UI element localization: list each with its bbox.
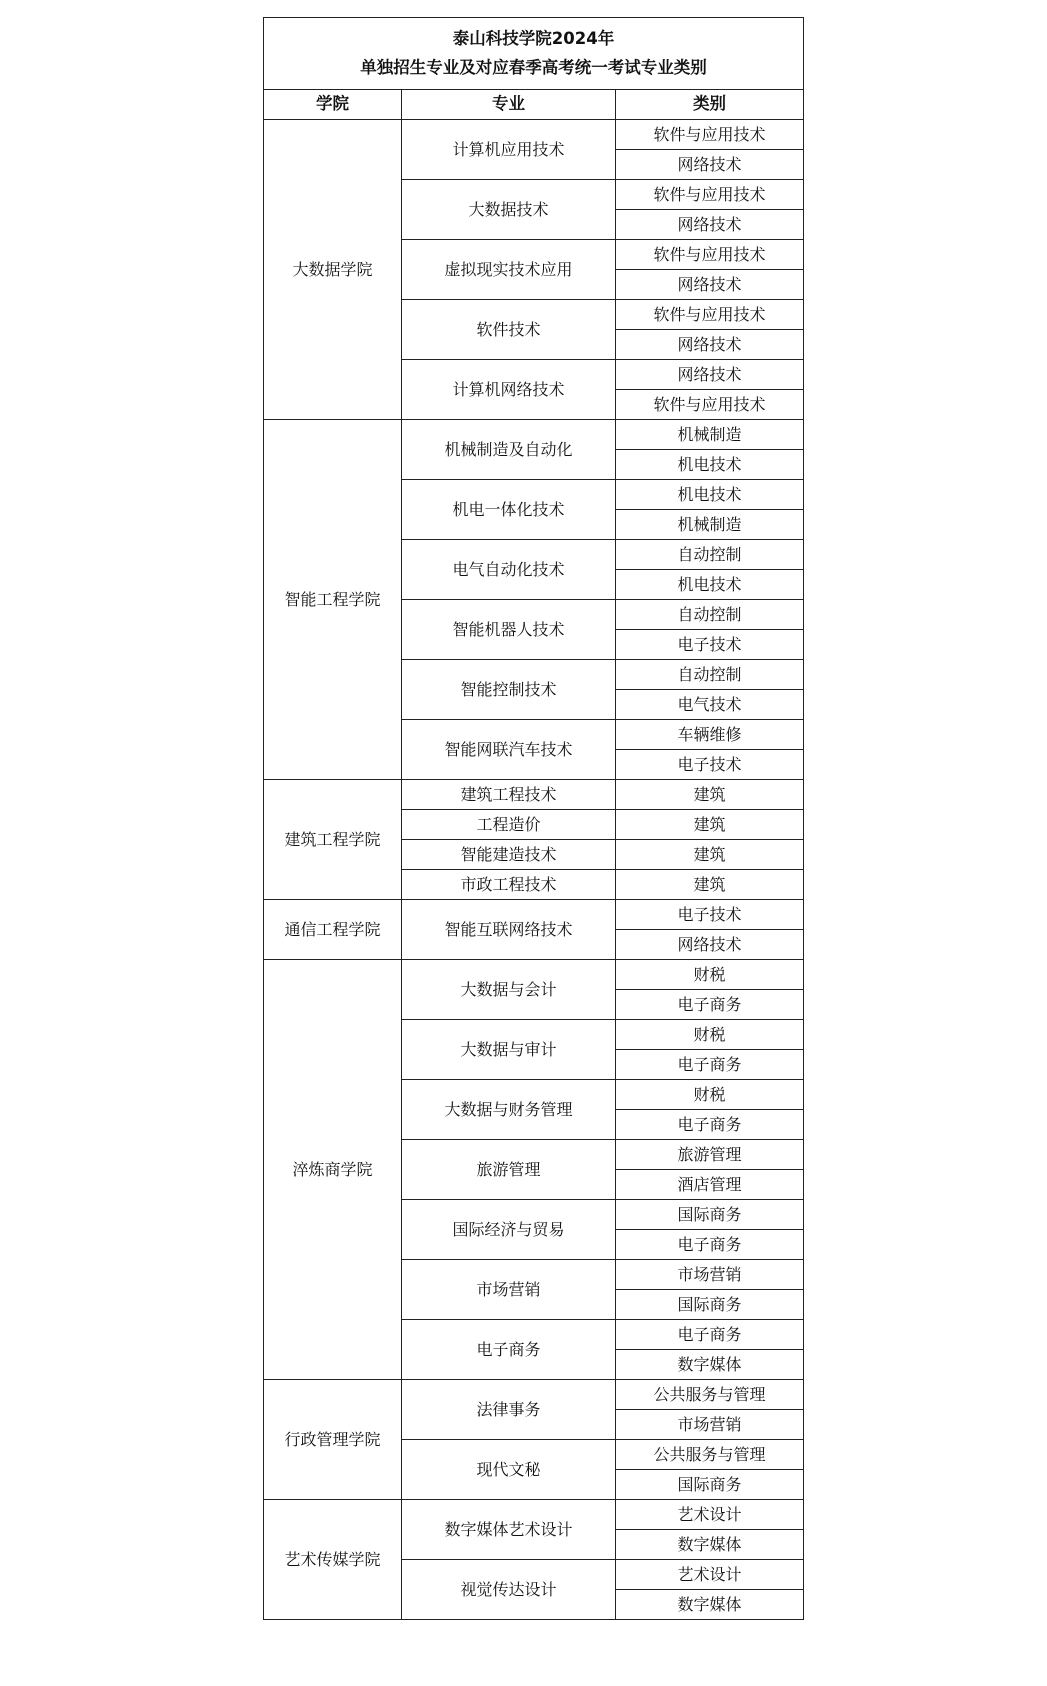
college-cell: 淬炼商学院 xyxy=(264,960,402,1380)
category-cell: 国际商务 xyxy=(616,1200,804,1230)
category-cell: 电子商务 xyxy=(616,990,804,1020)
category-cell: 车辆维修 xyxy=(616,720,804,750)
admission-table-sheet xyxy=(263,17,803,1620)
category-cell: 数字媒体 xyxy=(616,1350,804,1380)
category-cell: 旅游管理 xyxy=(616,1140,804,1170)
category-cell: 自动控制 xyxy=(616,660,804,690)
table-body xyxy=(264,120,804,1620)
major-cell: 机械制造及自动化 xyxy=(402,420,616,480)
title-line-2: 单独招生专业及对应春季高考统一考试专业类别 xyxy=(360,57,707,77)
table-row xyxy=(264,120,804,150)
category-cell: 市场营销 xyxy=(616,1410,804,1440)
category-cell: 软件与应用技术 xyxy=(616,180,804,210)
category-cell: 网络技术 xyxy=(616,150,804,180)
college-cell: 建筑工程学院 xyxy=(264,780,402,900)
category-cell: 财税 xyxy=(616,1020,804,1050)
college-cell: 艺术传媒学院 xyxy=(264,1500,402,1620)
admission-table xyxy=(263,17,804,1620)
major-cell: 智能建造技术 xyxy=(402,840,616,870)
major-cell: 大数据与会计 xyxy=(402,960,616,1020)
category-cell: 机电技术 xyxy=(616,480,804,510)
category-cell: 机械制造 xyxy=(616,420,804,450)
major-cell: 计算机应用技术 xyxy=(402,120,616,180)
category-cell: 电子商务 xyxy=(616,1110,804,1140)
table-row xyxy=(264,1500,804,1530)
major-cell: 智能机器人技术 xyxy=(402,600,616,660)
category-cell: 网络技术 xyxy=(616,930,804,960)
table-row xyxy=(264,780,804,810)
title-line-1: 泰山科技学院2024年 xyxy=(452,28,615,48)
category-cell: 网络技术 xyxy=(616,270,804,300)
category-cell: 自动控制 xyxy=(616,540,804,570)
category-cell: 公共服务与管理 xyxy=(616,1380,804,1410)
major-cell: 电气自动化技术 xyxy=(402,540,616,600)
category-cell: 财税 xyxy=(616,1080,804,1110)
category-cell: 数字媒体 xyxy=(616,1590,804,1620)
table-row xyxy=(264,1380,804,1410)
major-cell: 国际经济与贸易 xyxy=(402,1200,616,1260)
category-cell: 数字媒体 xyxy=(616,1530,804,1560)
category-cell: 网络技术 xyxy=(616,330,804,360)
category-cell: 酒店管理 xyxy=(616,1170,804,1200)
major-cell: 工程造价 xyxy=(402,810,616,840)
header-college: 学院 xyxy=(264,90,402,120)
category-cell: 建筑 xyxy=(616,870,804,900)
category-cell: 软件与应用技术 xyxy=(616,390,804,420)
major-cell: 虚拟现实技术应用 xyxy=(402,240,616,300)
college-cell: 大数据学院 xyxy=(264,120,402,420)
category-cell: 电子技术 xyxy=(616,900,804,930)
major-cell: 大数据与财务管理 xyxy=(402,1080,616,1140)
major-cell: 现代文秘 xyxy=(402,1440,616,1500)
major-cell: 市政工程技术 xyxy=(402,870,616,900)
category-cell: 机械制造 xyxy=(616,510,804,540)
category-cell: 市场营销 xyxy=(616,1260,804,1290)
major-cell: 软件技术 xyxy=(402,300,616,360)
category-cell: 电子商务 xyxy=(616,1320,804,1350)
category-cell: 软件与应用技术 xyxy=(616,120,804,150)
category-cell: 建筑 xyxy=(616,840,804,870)
category-cell: 公共服务与管理 xyxy=(616,1440,804,1470)
major-cell: 计算机网络技术 xyxy=(402,360,616,420)
major-cell: 智能互联网络技术 xyxy=(402,900,616,960)
college-cell: 通信工程学院 xyxy=(264,900,402,960)
title-row xyxy=(264,18,804,90)
category-cell: 电子技术 xyxy=(616,630,804,660)
college-cell: 智能工程学院 xyxy=(264,420,402,780)
major-cell: 大数据技术 xyxy=(402,180,616,240)
major-cell: 机电一体化技术 xyxy=(402,480,616,540)
category-cell: 网络技术 xyxy=(616,210,804,240)
category-cell: 软件与应用技术 xyxy=(616,240,804,270)
category-cell: 国际商务 xyxy=(616,1290,804,1320)
header-category: 类别 xyxy=(616,90,804,120)
major-cell: 旅游管理 xyxy=(402,1140,616,1200)
category-cell: 自动控制 xyxy=(616,600,804,630)
major-cell: 法律事务 xyxy=(402,1380,616,1440)
major-cell: 建筑工程技术 xyxy=(402,780,616,810)
major-cell: 智能网联汽车技术 xyxy=(402,720,616,780)
college-cell: 行政管理学院 xyxy=(264,1380,402,1500)
category-cell: 电子商务 xyxy=(616,1050,804,1080)
category-cell: 电子技术 xyxy=(616,750,804,780)
category-cell: 艺术设计 xyxy=(616,1560,804,1590)
category-cell: 网络技术 xyxy=(616,360,804,390)
table-row xyxy=(264,960,804,990)
table-title xyxy=(264,18,804,90)
major-cell: 数字媒体艺术设计 xyxy=(402,1500,616,1560)
header-major: 专业 xyxy=(402,90,616,120)
category-cell: 艺术设计 xyxy=(616,1500,804,1530)
header-row xyxy=(264,90,804,120)
category-cell: 国际商务 xyxy=(616,1470,804,1500)
category-cell: 建筑 xyxy=(616,810,804,840)
category-cell: 软件与应用技术 xyxy=(616,300,804,330)
category-cell: 机电技术 xyxy=(616,450,804,480)
major-cell: 大数据与审计 xyxy=(402,1020,616,1080)
category-cell: 电气技术 xyxy=(616,690,804,720)
category-cell: 电子商务 xyxy=(616,1230,804,1260)
major-cell: 视觉传达设计 xyxy=(402,1560,616,1620)
major-cell: 电子商务 xyxy=(402,1320,616,1380)
category-cell: 机电技术 xyxy=(616,570,804,600)
table-row xyxy=(264,900,804,930)
category-cell: 建筑 xyxy=(616,780,804,810)
major-cell: 市场营销 xyxy=(402,1260,616,1320)
major-cell: 智能控制技术 xyxy=(402,660,616,720)
category-cell: 财税 xyxy=(616,960,804,990)
table-row xyxy=(264,420,804,450)
